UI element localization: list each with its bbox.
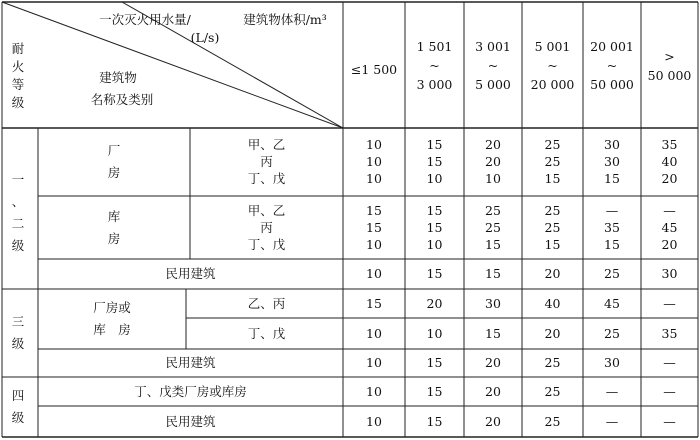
row-factory-g1-class-line-3: 丁、戊	[247, 171, 286, 186]
row-factory-g1-value-col4-line-1: 25	[544, 137, 561, 152]
rating-group-2-line-1: 三	[11, 314, 25, 329]
volume-col-3-line-2: ~	[487, 58, 499, 73]
rating-group-3-line-1: 四	[11, 388, 25, 403]
row-factory-g1-value-col5-line-2: 30	[604, 154, 620, 169]
row-factory-g1-class-line-1: 甲、乙	[247, 137, 286, 152]
row-factory-warehouse-g3-name: 丁、戊类厂房或库房	[134, 383, 247, 399]
row-factory-g1-value-col6-line-3: 20	[661, 171, 678, 186]
rating-group-2-line-2: 级	[11, 336, 25, 351]
rating-group-1-line-1: 一	[11, 171, 25, 187]
row-factory-warehouse-g2-class-2: 丁、戊	[247, 325, 286, 341]
row-factory-g1-value-col1-line-2: 10	[366, 154, 382, 169]
row-civil-g1-value-col5: 25	[604, 266, 620, 281]
volume-col-4-line-3: 20 000	[530, 77, 575, 92]
row-civil-g2-value-col1: 10	[366, 355, 382, 370]
row-civil-g1-value-col4: 20	[544, 266, 561, 281]
row-warehouse-g1-value-col4-line-3: 15	[544, 236, 561, 252]
rating-group-1-line-4: 级	[11, 237, 25, 253]
row-g2-yibing-value-col3: 30	[485, 295, 501, 311]
volume-col-2-line-2: ~	[429, 58, 440, 73]
row-factory-warehouse-g3-value-col2: 15	[426, 383, 443, 399]
row-factory-warehouse-g2-name-line-1: 厂房或	[93, 300, 131, 315]
row-g2-dingwu-value-col6: 35	[661, 325, 678, 341]
volume-col-5-line-2: ~	[606, 58, 618, 73]
row-civil-g1-name: 民用建筑	[165, 266, 216, 281]
row-factory-g1-value-col6-line-1: 35	[661, 137, 678, 152]
header-rating-line-2: 火	[11, 59, 25, 74]
row-warehouse-g1-value-col5-line-2: 35	[604, 219, 620, 235]
row-factory-warehouse-g2-class-1: 乙、丙	[247, 295, 286, 311]
row-factory-g1-class-line-2: 丙	[260, 154, 273, 169]
row-warehouse-g1-value-col3-line-2: 25	[485, 219, 501, 235]
row-civil-g2-name: 民用建筑	[165, 355, 216, 370]
volume-col-3-line-1: 3 001	[475, 39, 511, 54]
header-building-category: 名称及类别	[90, 92, 154, 107]
row-factory-g1-value-col1-line-3: 10	[366, 171, 382, 186]
rating-group-1-line-2: 、	[11, 193, 25, 209]
row-civil-g2-value-col5: 30	[604, 355, 620, 370]
row-factory-g1-value-col3-line-1: 20	[485, 137, 501, 152]
row-warehouse-g1-value-col2-line-3: 10	[426, 236, 443, 252]
header-rating-line-3: 等	[11, 77, 25, 92]
row-warehouse-g1-value-col3-line-3: 15	[485, 236, 501, 252]
row-factory-g1-value-col3-line-3: 10	[485, 171, 501, 186]
header-water-unit: (L/s)	[190, 30, 220, 45]
volume-col-4-line-2: ~	[547, 58, 558, 73]
row-g2-yibing-value-col1: 15	[366, 295, 382, 311]
row-factory-warehouse-g3-value-col6: —	[663, 383, 676, 399]
row-factory-g1-name-line-1: 厂	[107, 143, 121, 158]
row-warehouse-g1-value-col2-line-2: 15	[426, 219, 443, 235]
volume-col-3-line-3: 5 000	[475, 77, 511, 92]
row-g2-dingwu-value-col4: 20	[544, 325, 561, 341]
row-warehouse-g1-name-line-2: 房	[107, 230, 121, 246]
row-g2-yibing-value-col4: 40	[544, 295, 561, 311]
row-civil-g3-value-col2: 15	[426, 413, 443, 429]
row-warehouse-g1-class-line-3: 丁、戊	[247, 236, 286, 252]
row-factory-g1-value-col2-line-3: 10	[426, 171, 443, 186]
row-warehouse-g1-value-col1-line-1: 15	[366, 202, 382, 218]
row-factory-g1-value-col6-line-2: 40	[661, 154, 678, 169]
row-warehouse-g1-value-col4-line-1: 25	[544, 202, 561, 218]
row-factory-warehouse-g3-value-col4: 25	[544, 383, 561, 399]
volume-col-5-line-3: 50 000	[590, 77, 634, 92]
row-warehouse-g1-name-line-1: 库	[107, 208, 121, 224]
row-warehouse-g1-value-col6-line-1: —	[663, 202, 676, 218]
row-g2-yibing-value-col5: 45	[604, 295, 620, 311]
header-volume-title: 建筑物体积/m³	[243, 12, 327, 27]
row-civil-g3-value-col4: 25	[544, 413, 561, 429]
rating-group-3-line-2: 级	[11, 410, 25, 425]
row-warehouse-g1-value-col5-line-1: —	[605, 202, 619, 218]
row-g2-dingwu-value-col5: 25	[604, 325, 620, 341]
row-civil-g1-value-col3: 15	[485, 266, 501, 281]
row-civil-g1-value-col1: 10	[366, 266, 382, 281]
row-factory-g1-value-col5-line-1: 30	[604, 137, 620, 152]
row-civil-g2-value-col3: 20	[485, 355, 501, 370]
volume-col-6-line-2: 50 000	[647, 67, 692, 83]
row-warehouse-g1-value-col6-line-3: 20	[661, 236, 678, 252]
row-factory-g1-name-line-2: 房	[107, 165, 121, 180]
volume-col-5-line-1: 20 001	[590, 39, 634, 54]
row-g2-yibing-value-col6: —	[663, 295, 676, 311]
row-civil-g3-value-col6: —	[663, 413, 676, 429]
row-g2-yibing-value-col2: 20	[426, 295, 443, 311]
row-civil-g2-value-col6: —	[663, 355, 676, 370]
row-civil-g2-value-col4: 25	[544, 355, 561, 370]
row-factory-g1-value-col1-line-1: 10	[366, 137, 382, 152]
row-warehouse-g1-value-col1-line-3: 10	[366, 236, 382, 252]
row-factory-warehouse-g2-name-line-2: 库 房	[93, 322, 131, 337]
row-g2-dingwu-value-col2: 10	[426, 325, 443, 341]
row-warehouse-g1-value-col2-line-1: 15	[426, 202, 443, 218]
row-g2-dingwu-value-col1: 10	[366, 325, 382, 341]
row-warehouse-g1-class-line-2: 丙	[260, 219, 273, 235]
row-factory-g1-value-col2-line-1: 15	[426, 137, 443, 152]
row-factory-warehouse-g3-value-col3: 20	[485, 383, 501, 399]
row-civil-g3-value-col3: 20	[485, 413, 501, 429]
row-g2-dingwu-value-col3: 15	[485, 325, 501, 341]
header-building: 建筑物	[99, 70, 137, 85]
row-civil-g3-value-col1: 10	[366, 413, 382, 429]
volume-col-2-line-1: 1 501	[416, 39, 453, 54]
row-warehouse-g1-value-col1-line-2: 15	[366, 219, 382, 235]
header-rating-line-4: 级	[11, 95, 25, 110]
row-factory-g1-value-col5-line-3: 15	[604, 171, 620, 186]
volume-col-1-line-1: ≤1 500	[350, 62, 398, 77]
row-civil-g3-name: 民用建筑	[165, 413, 216, 429]
row-warehouse-g1-class-line-1: 甲、乙	[247, 202, 286, 218]
row-warehouse-g1-value-col4-line-2: 25	[544, 219, 561, 235]
header-rating-line-1: 耐	[11, 41, 25, 56]
row-civil-g3-value-col5: —	[605, 413, 619, 429]
row-factory-g1-value-col4-line-2: 25	[544, 154, 561, 169]
row-factory-warehouse-g3-value-col1: 10	[366, 383, 382, 399]
row-civil-g2-value-col2: 15	[426, 355, 443, 370]
row-civil-g1-value-col6: 30	[661, 266, 678, 281]
row-civil-g1-value-col2: 15	[426, 266, 443, 281]
volume-col-2-line-3: 3 000	[416, 77, 453, 92]
row-warehouse-g1-value-col5-line-3: 15	[604, 236, 620, 252]
volume-col-4-line-1: 5 001	[534, 39, 571, 54]
row-factory-warehouse-g3-value-col5: —	[605, 383, 619, 399]
header-water-quantity: 一次灭火用水量/	[99, 12, 191, 27]
row-warehouse-g1-value-col6-line-2: 45	[661, 219, 678, 235]
row-warehouse-g1-value-col3-line-1: 25	[485, 202, 501, 218]
volume-col-6-line-1: >	[664, 48, 675, 64]
row-factory-g1-value-col3-line-2: 20	[485, 154, 501, 169]
row-factory-g1-value-col2-line-2: 15	[426, 154, 443, 169]
row-factory-g1-value-col4-line-3: 15	[544, 171, 561, 186]
rating-group-1-line-3: 二	[11, 215, 25, 231]
